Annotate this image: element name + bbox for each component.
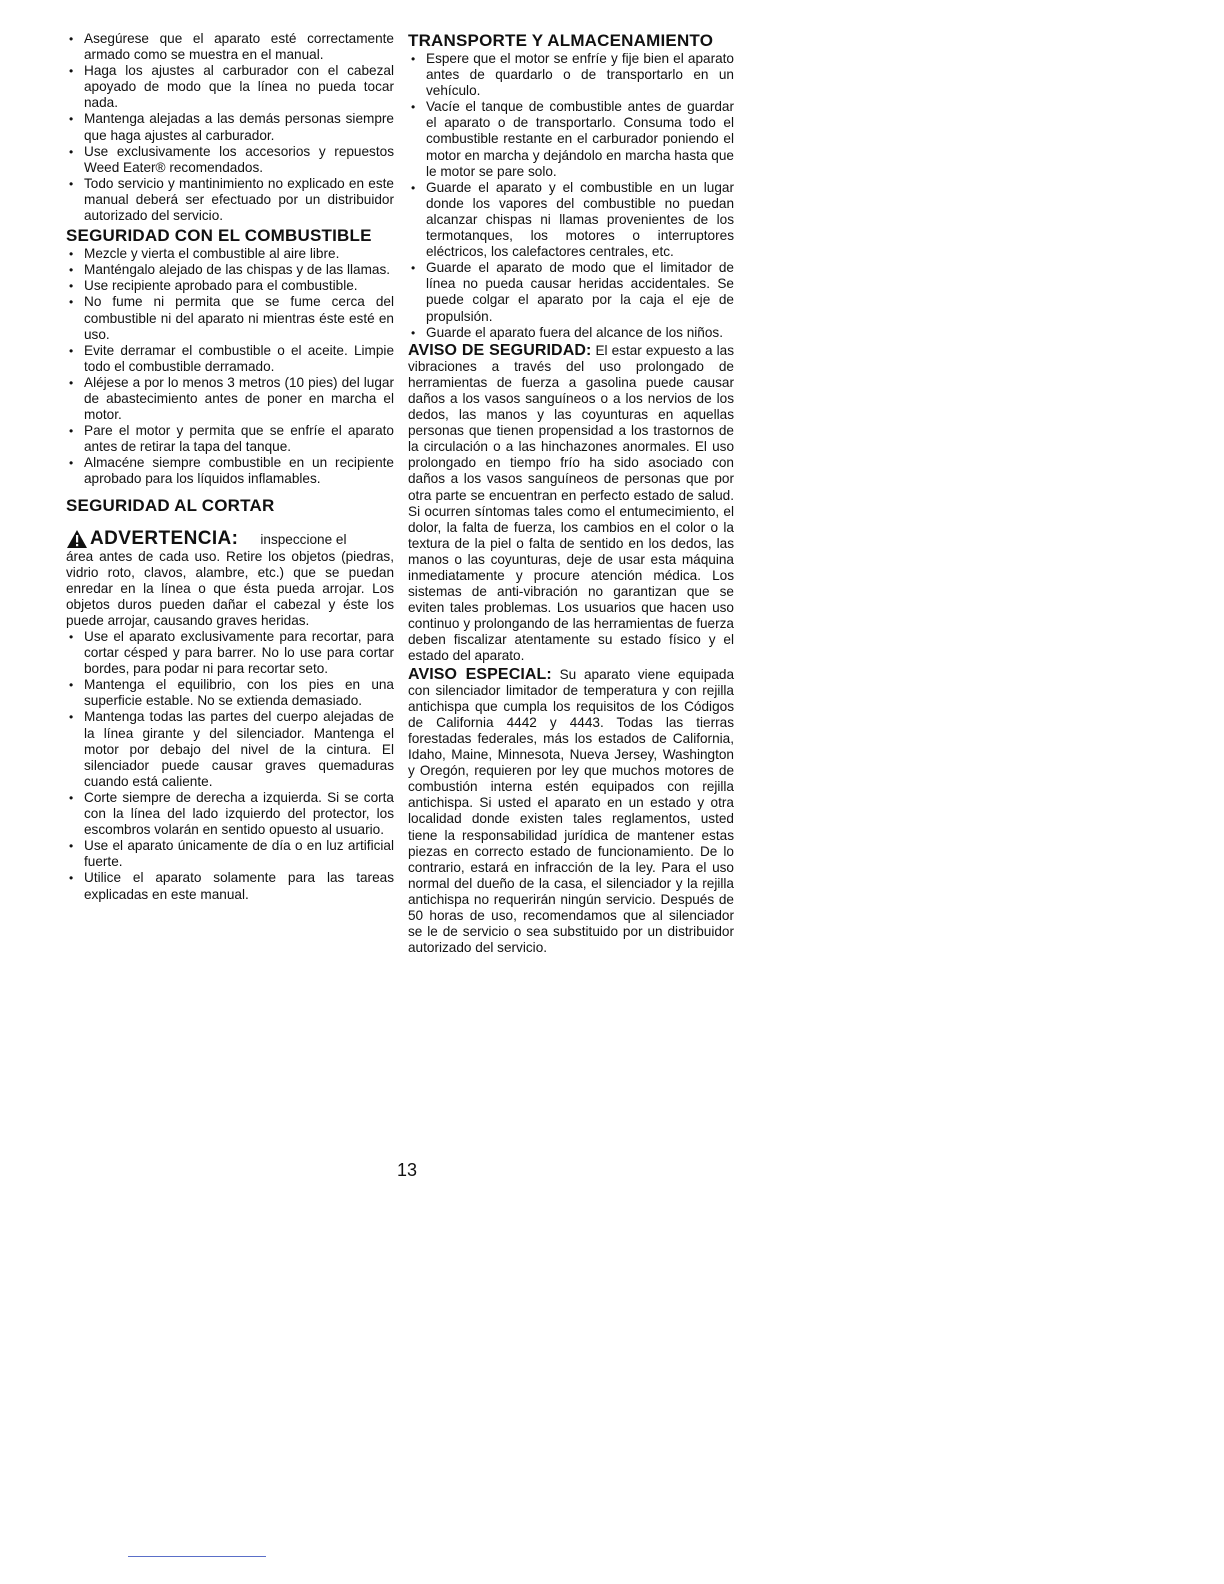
list-item: • Asegúrese que el aparato esté correctamente armado como se muestra en el manual. (66, 31, 394, 63)
list-item: • Mezcle y vierta el combustible al aire libre. (66, 246, 394, 262)
footer-rule (128, 1556, 266, 1557)
right-column (408, 31, 734, 956)
list-item: • Use recipiente aprobado para el combustible. (66, 278, 394, 294)
list-item: • Manténgalo alejado de las chispas y de las llamas. (66, 262, 394, 278)
left-column (66, 31, 394, 903)
cutting-safety-list (66, 629, 394, 903)
list-item: • Mantenga alejadas a las demás personas siempre que haga ajustes al carburador. (66, 111, 394, 143)
transport-heading: TRANSPORTE Y ALMACENAMIENTO (408, 31, 714, 50)
special-notice-label: AVISO ESPECIAL: (408, 665, 552, 683)
list-item: • Guarde el aparato fuera del alcance de los niños. (408, 325, 734, 341)
transport-list (408, 51, 734, 341)
fuel-safety-heading: SEGURIDAD CON EL COMBUSTIBLE (66, 226, 372, 246)
safety-notice (408, 343, 734, 665)
special-notice (408, 667, 734, 957)
cutting-safety-heading: SEGURIDAD AL CORTAR (66, 495, 275, 515)
list-item: • Todo servicio y mantinimiento no explicado en este manual deberá ser efectuado por un distribuidor autorizado del servicio. (66, 176, 394, 224)
warning-title: ADVERTENCIA: (90, 527, 239, 549)
page-number: 13 (397, 1160, 418, 1180)
list-item: • Haga los ajustes al carburador con el cabezal apoyado de modo que la línea no pueda tocar nada. (66, 63, 394, 111)
list-item: • Utilice el aparato solamente para las tareas explicadas en este manual. (66, 870, 394, 902)
warning-triangle-icon (66, 529, 88, 549)
list-item: • Mantenga el equilibrio, con los pies en una superficie estable. No se extienda demasiado. (66, 677, 394, 709)
warning-lead-text: inspeccione el (260, 532, 347, 548)
list-item: • Corte siempre de derecha a izquierda. Si se corta con la línea del lado izquierdo del protector, los escombros volarán en sentido opuesto al usuario. (66, 790, 394, 838)
warning-line (66, 529, 394, 549)
safety-notice-text: El estar expuesto a las vibraciones a través del uso prolongado de herramientas de fuerza a gasolina puede causar daños a los vasos sanguíneos o a los nervios de los dedos, las manos y las coyunturas en aquellas personas que tienen propensidad a los trastornos de la circulación o a las hinchazones anormales. El uso prolongado en tiempo frío ha sido asociado con daños a los vasos sanguíneos de personas que por otra parte se encuentran en perfecto estado de salud. Si ocurren síntomas tales como el entumecimiento, el dolor, la falta de fuerza, los cambios en el color o la textura de la piel o falta de sentido en los dedos, las manos o las coyunturas, deje de usar esta máquina inmediatamente y procure atención médica. Los sistemas de anti-vibración no garantizan que se eviten tales problemas. Los usuarios que hacen uso continuo y prolongando de las herramientas de fuerza deben fiscalizar atentamente su estado físico y el estado del aparato. (408, 342, 734, 664)
list-item: • Guarde el aparato de modo que el limitador de línea no pueda causar heridas accidentales. Se puede colgar el aparato por la caja el eje de propulsión. (408, 260, 734, 324)
list-item: • Espere que el motor se enfríe y fije bien el aparato antes de quardarlo o de transportarlo en un vehículo. (408, 51, 734, 99)
list-item: • Use exclusivamente los accesorios y repuestos Weed Eater® recomendados. (66, 144, 394, 176)
list-item: • Vacíe el tanque de combustible antes de guardar el aparato o de transportarlo. Consuma todo el combustible restante en el carburador poniendo el motor en marcha y dejándolo en marcha hasta que le motor se pare solo. (408, 99, 734, 179)
list-item: • Pare el motor y permita que se enfríe el aparato antes de retirar la tapa del tanque. (66, 423, 394, 455)
intro-bullet-list (66, 31, 394, 224)
special-notice-text: Su aparato viene equipada con silenciador limitador de temperatura y con rejilla antichispa que cumpla los requisitos de los Códigos de California 4442 y 4443. Todas las tierras forestadas federales, más los estados de California, Idaho, Maine, Minnesota, Nueva Jersey, Washington y Oregón, requieren por ley que muchos motores de combustión interna estén equipados con rejilla antichispa. Si usted el aparato en un estado y otra localidad donde existen tales reglamentos, usted tiene la responsabilidad jurídica de mantener estas piezas en correcto estado de funcionamiento. De lo contrario, estará en infracción de la ley. Para el uso normal del dueño de la casa, el silenciador y la rejilla antichispa no requerirán ningún servicio. Después de 50 horas de uso, recomendamos que al silenciador se le de servicio o sea substituido por un distribuidor autorizado del servicio. (408, 666, 734, 956)
list-item: • Use el aparato únicamente de día o en luz artificial fuerte. (66, 838, 394, 870)
warning-text: área antes de cada uso. Retire los objetos (piedras, vidrio roto, clavos, alambre, etc.) que se puedan enredar en la línea o que ésta pueda arrojar. Los objetos duros pueden dañar el cabezal y éste los puede arrojar, causando graves heridas. (66, 548, 394, 628)
fuel-safety-list (66, 246, 394, 487)
list-item: • Mantenga todas las partes del cuerpo alejadas de la línea girante y del silenciador. Mantenga el motor por debajo del nivel de la cintura. El silenciador puede causar graves quemaduras cuando está caliente. (66, 709, 394, 789)
list-item: • No fume ni permita que se fume cerca del combustible ni del aparato ni mientras éste esté en uso. (66, 294, 394, 342)
list-item: • Evite derramar el combustible o el aceite. Limpie todo el combustible derramado. (66, 343, 394, 375)
list-item: • Aléjese a por lo menos 3 metros (10 pies) del lugar de abastecimiento antes de poner en marcha el motor. (66, 375, 394, 423)
list-item: • Use el aparato exclusivamente para recortar, para cortar césped y para barrer. No lo use para cortar bordes, para podar ni para recortar seto. (66, 629, 394, 677)
safety-notice-label: AVISO DE SEGURIDAD: (408, 341, 592, 359)
list-item: • Almacéne siempre combustible en un recipiente aprobado para los líquidos inflamables. (66, 455, 394, 487)
list-item: • Guarde el aparato y el combustible en un lugar donde los vapores del combustible no puedan alcanzar chispas ni llamas provenientes de los termotanques, los motores o interruptores eléctricos, los calefactores centrales, etc. (408, 180, 734, 260)
